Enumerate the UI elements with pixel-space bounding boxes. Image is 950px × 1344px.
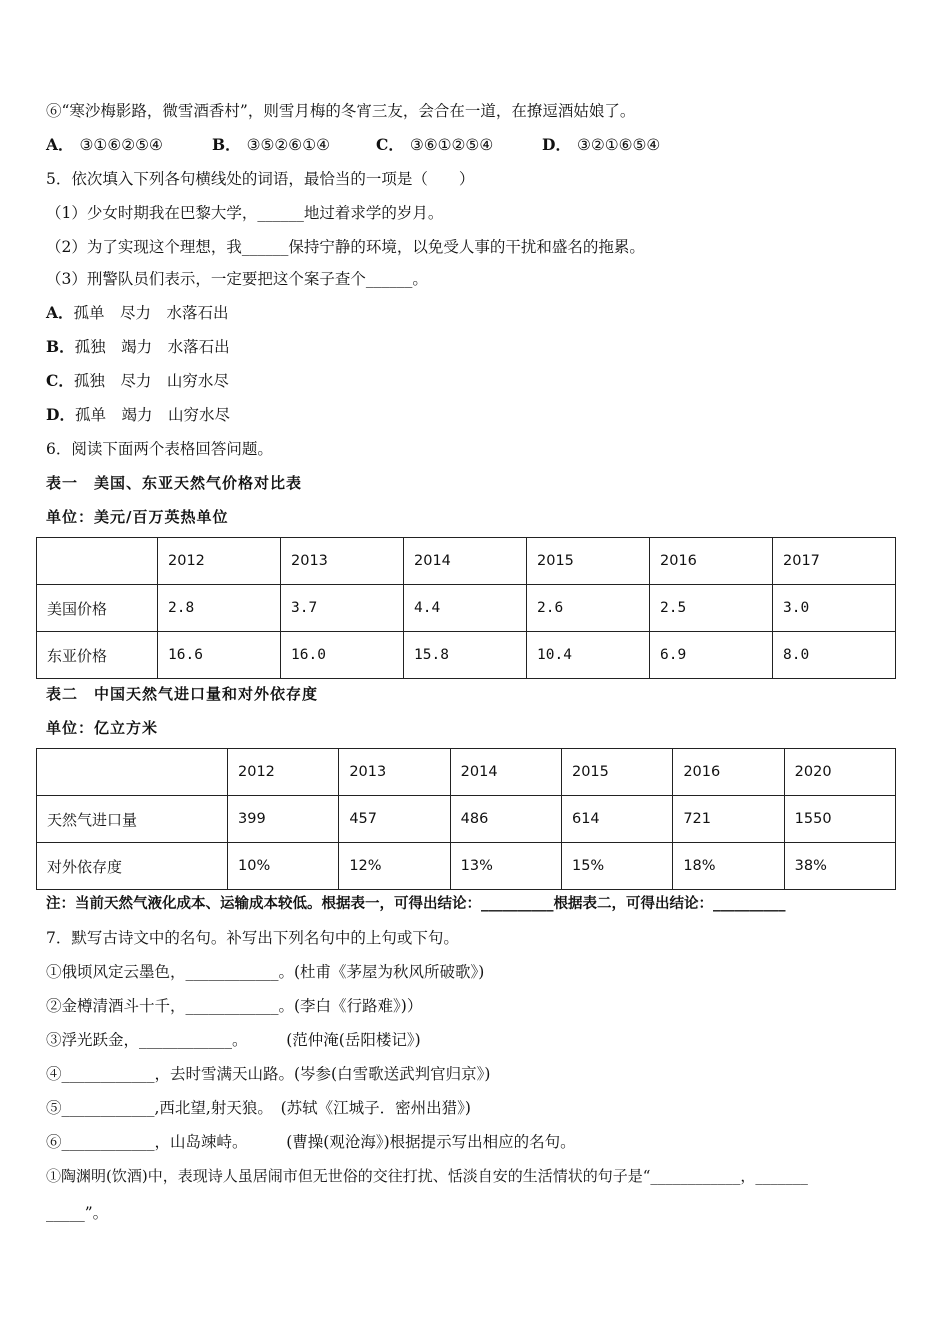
q5-sentence-3: （3）刑警队员们表示，一定要把这个案子查个______。	[46, 270, 428, 288]
table-header-row	[37, 749, 896, 796]
table-row	[37, 632, 896, 679]
table-cell: 3.0	[773, 585, 896, 632]
table-year-header: 2016	[650, 538, 773, 585]
table-cell: 3.7	[281, 585, 404, 632]
table-year-header: 2015	[527, 538, 650, 585]
row-label: 天然气进口量	[37, 796, 228, 843]
table2-gas-imports	[36, 748, 896, 890]
table-year-header: 2016	[673, 749, 784, 796]
table-cell: 15.8	[404, 632, 527, 679]
table-year-header: 2012	[228, 749, 339, 796]
table1-caption: 表一 美国、东亚天然气价格对比表	[46, 474, 303, 492]
row-label: 美国价格	[37, 585, 158, 632]
table-cell: 614	[561, 796, 672, 843]
q5-option-a[interactable]: A．孤单 尽力 水落石出	[46, 303, 229, 322]
table-cell: 2.5	[650, 585, 773, 632]
table-year-header: 2013	[339, 749, 450, 796]
table-cell: 8.0	[773, 632, 896, 679]
table-year-header: 2014	[404, 538, 527, 585]
table2-caption: 表二 中国天然气进口量和对外依存度	[46, 685, 319, 703]
table-corner-cell	[37, 538, 158, 585]
table-row	[37, 843, 896, 890]
table-cell: 13%	[450, 843, 561, 890]
q7-line-4: ④____________，去时雪满天山路。(岑参(白雪歌送武判官归京》)	[46, 1065, 491, 1083]
table-cell: 486	[450, 796, 561, 843]
q7-line-8: _____”。	[46, 1204, 109, 1222]
q7-line-2: ②金樽清酒斗十千，____________。(李白《行路难》)）	[46, 997, 423, 1015]
table-cell: 6.9	[650, 632, 773, 679]
table-header-row	[37, 538, 896, 585]
table1-gas-prices	[36, 537, 896, 679]
table-cell: 12%	[339, 843, 450, 890]
row-label: 对外依存度	[37, 843, 228, 890]
table-cell: 15%	[561, 843, 672, 890]
table-cell: 16.0	[281, 632, 404, 679]
q5-option-d[interactable]: D．孤单 竭力 山穷水尽	[46, 405, 230, 424]
table-year-header: 2017	[773, 538, 896, 585]
q4-option-a[interactable]: A． ③①⑥②⑤④	[46, 135, 163, 154]
q4-option-c[interactable]: C． ③⑥①②⑤④	[376, 135, 494, 154]
q5-option-b[interactable]: B．孤独 竭力 水落石出	[46, 337, 230, 356]
table-cell: 18%	[673, 843, 784, 890]
q5-option-c[interactable]: C．孤独 尽力 山穷水尽	[46, 371, 229, 390]
table-cell: 399	[228, 796, 339, 843]
q6-stem: 6．阅读下面两个表格回答问题。	[46, 440, 273, 458]
table1-unit: 单位：美元/百万英热单位	[46, 508, 229, 526]
q5-stem: 5．依次填入下列各句横线处的词语，最恰当的一项是（ ）	[46, 170, 475, 188]
table-cell: 457	[339, 796, 450, 843]
table-year-header: 2013	[281, 538, 404, 585]
table-row	[37, 585, 896, 632]
table-cell: 4.4	[404, 585, 527, 632]
q7-line-6: ⑥____________，山岛竦峙。 (曹操(观沧海》)根据提示写出相应的名句。	[46, 1133, 576, 1151]
table-year-header: 2015	[561, 749, 672, 796]
table-year-header: 2020	[784, 749, 895, 796]
q4-option-b[interactable]: B． ③⑤②⑥①④	[212, 135, 330, 154]
q7-line-7: ①陶渊明(饮酒)中，表现诗人虽居闹市但无世俗的交往打扰、恬淡自安的生活情状的句子是“____________，_______	[46, 1167, 808, 1185]
table-cell: 1550	[784, 796, 895, 843]
table-cell: 2.6	[527, 585, 650, 632]
table-corner-cell	[37, 749, 228, 796]
table-cell: 2.8	[158, 585, 281, 632]
q7-stem: 7．默写古诗文中的名句。补写出下列名句中的上句或下句。	[46, 929, 459, 947]
q7-line-5: ⑤____________,西北望,射天狼。 (苏轼《江城子．密州出猎》)	[46, 1099, 471, 1117]
q7-line-1: ①俄顷风定云墨色，____________。(杜甫《茅屋为秋风所破歌》)	[46, 963, 485, 981]
table-cell: 721	[673, 796, 784, 843]
table-year-header: 2012	[158, 538, 281, 585]
q4-item-6: ⑥“寒沙梅影路，微雪酒香村”，则雪月梅的冬宵三友，会合在一道，在撩逗酒姑娘了。	[46, 102, 636, 120]
row-label: 东亚价格	[37, 632, 158, 679]
table-row	[37, 796, 896, 843]
table-cell: 10.4	[527, 632, 650, 679]
table-cell: 10%	[228, 843, 339, 890]
q5-sentence-1: （1）少女时期我在巴黎大学，______地过着求学的岁月。	[46, 204, 444, 222]
q6-note: 注：当前天然气液化成本、运输成本较低。根据表一，可得出结论：__________根据表二，可得出结论：__________	[46, 895, 786, 912]
q7-line-3: ③浮光跃金，____________。 (范仲淹(岳阳楼记》)	[46, 1031, 421, 1049]
q5-sentence-2: （2）为了实现这个理想，我______保持宁静的环境，以免受人事的干扰和盛名的拖累。	[46, 238, 645, 256]
table-year-header: 2014	[450, 749, 561, 796]
q4-options	[46, 134, 660, 156]
table-cell: 16.6	[158, 632, 281, 679]
table-cell: 38%	[784, 843, 895, 890]
q4-option-d[interactable]: D． ③②①⑥⑤④	[542, 135, 661, 154]
table2-unit: 单位：亿立方米	[46, 719, 159, 737]
